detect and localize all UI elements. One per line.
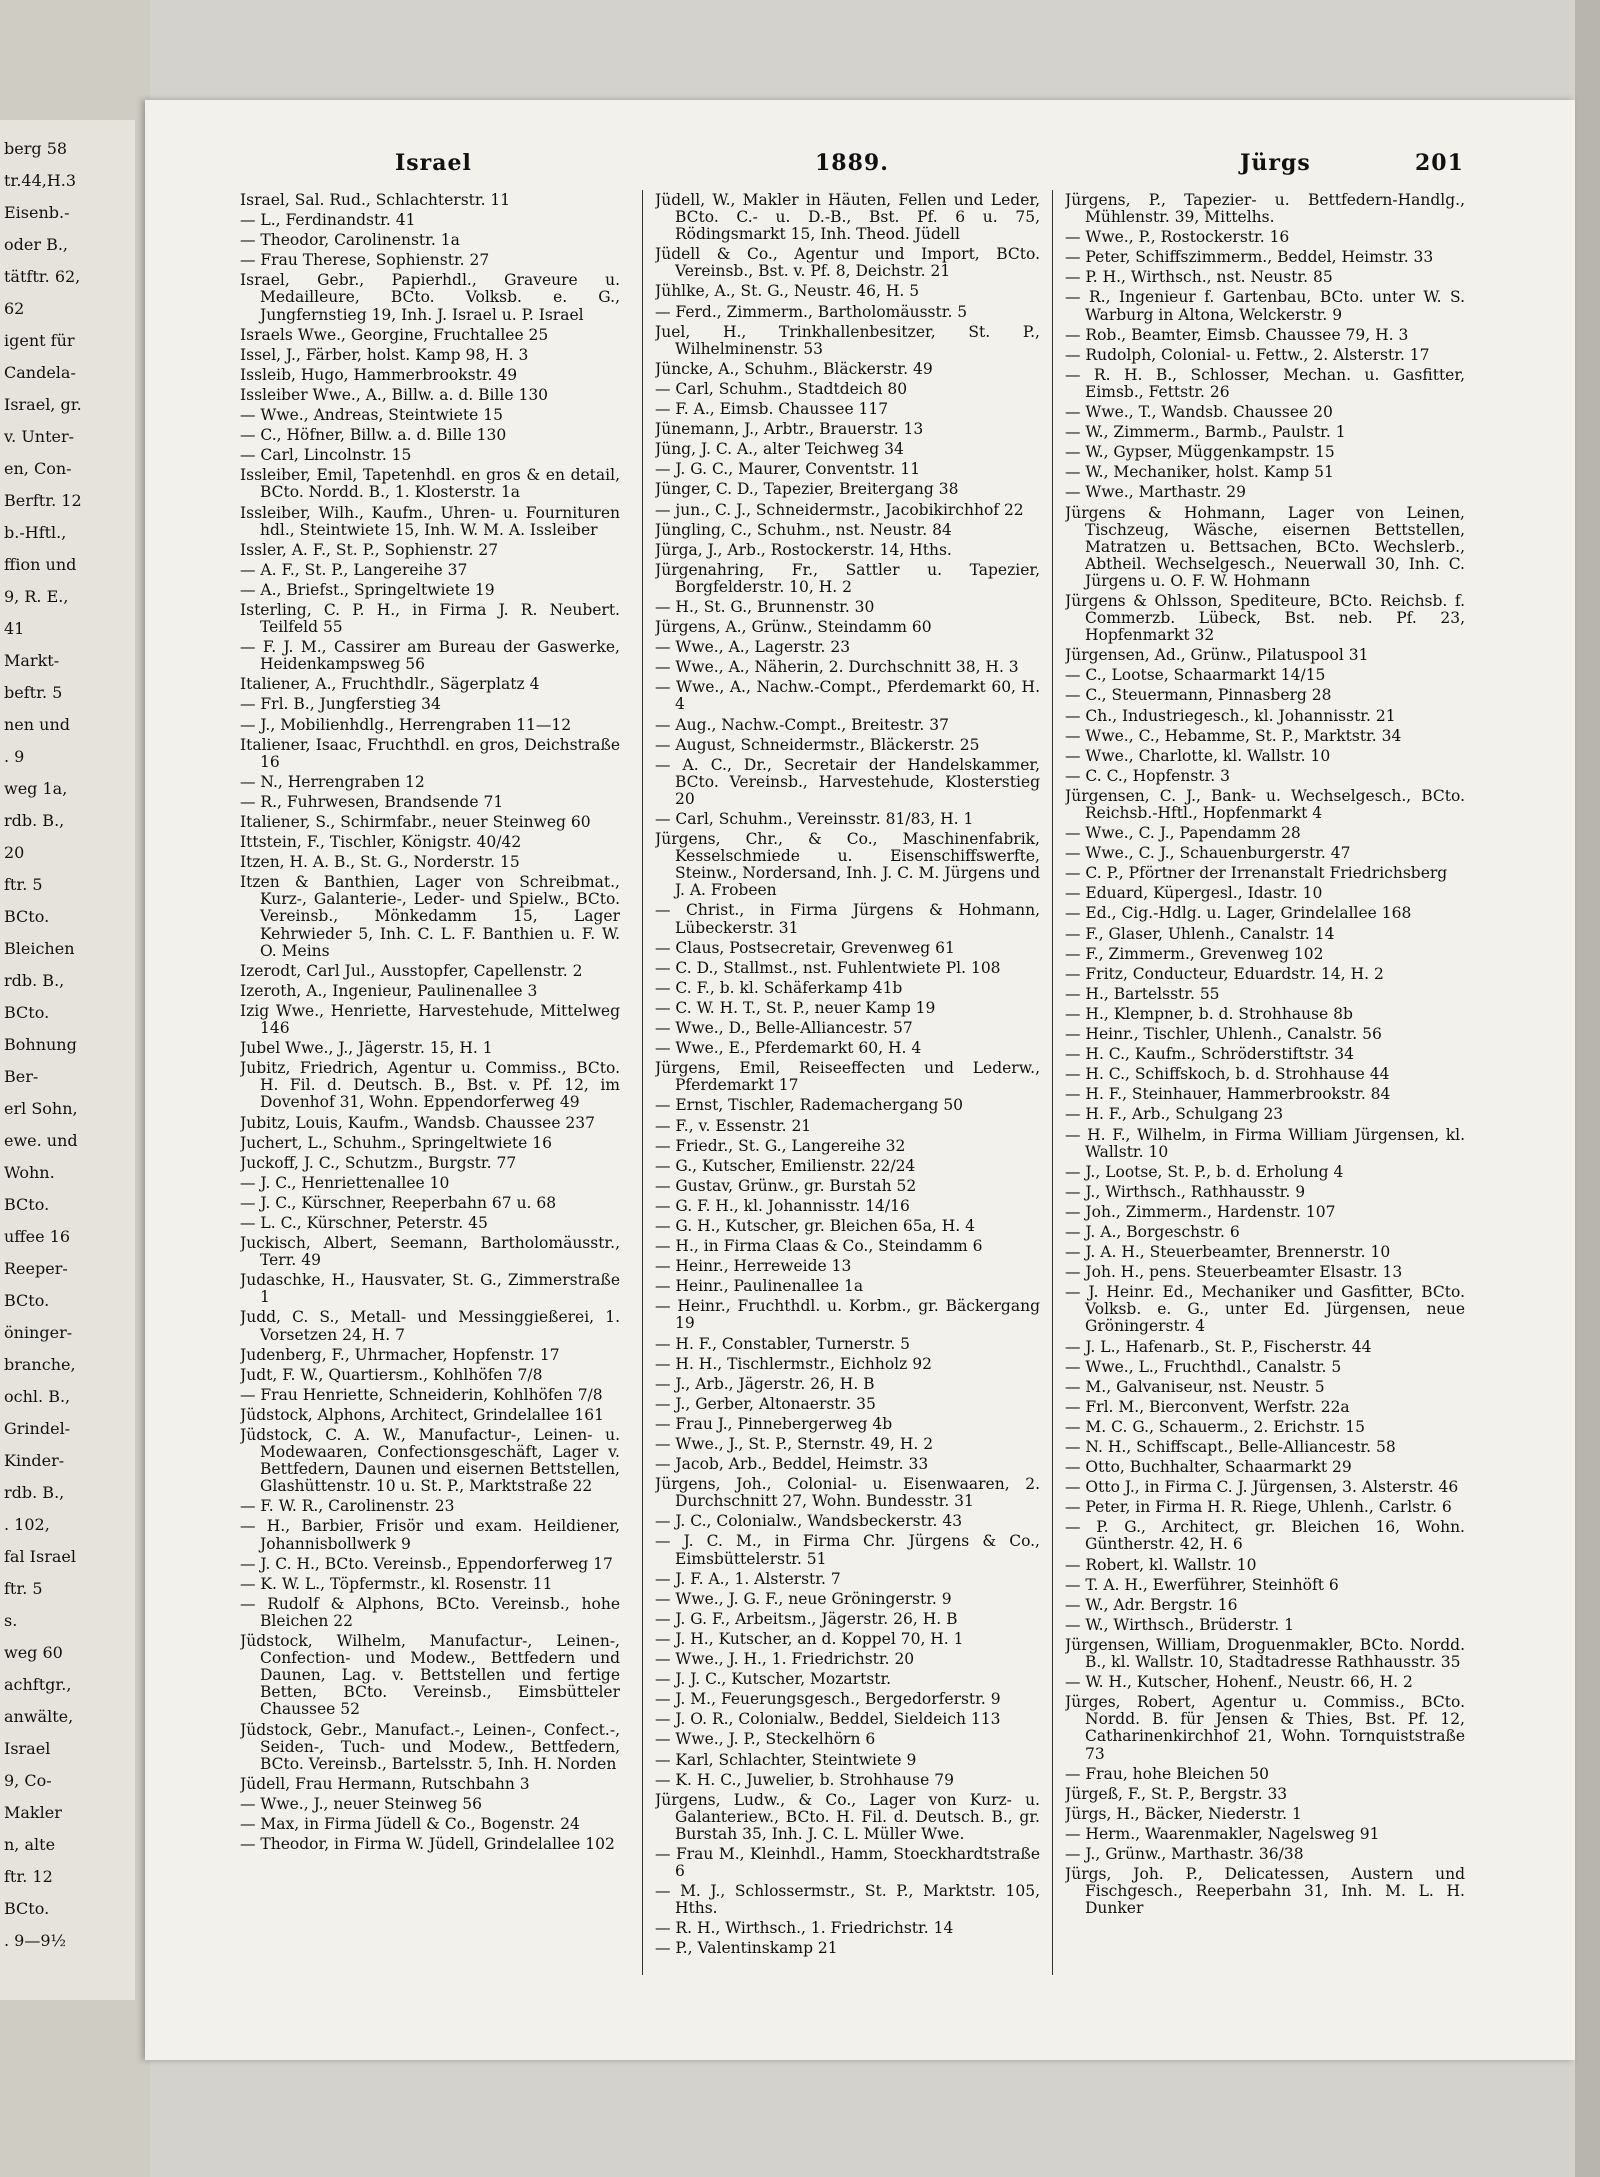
facing-page-text: b.-Hftl., xyxy=(4,523,67,542)
directory-entry: — C., Steuermann, Pinnasberg 28 xyxy=(1065,686,1332,705)
directory-entry: — Frl. B., Jungferstieg 34 xyxy=(240,695,441,714)
directory-entry: Jürgens, A., Grünw., Steindamm 60 xyxy=(655,618,932,637)
facing-page-text: Bohnung xyxy=(4,1035,77,1054)
directory-entry: — J. M., Feuerungsgesch., Bergedorferstr. 9 xyxy=(655,1690,1001,1709)
directory-entry: — J., Mobilienhdlg., Herrengraben 11—12 xyxy=(240,715,572,734)
directory-entry: Jürgs, Joh. P., Delicatessen, Austern und Fischgesch., Reeperbahn 31, Inh. M. L. H. Dunker xyxy=(1065,1865,1465,1918)
directory-entry: Jürga, J., Arb., Rostockerstr. 14, Hths. xyxy=(655,540,952,559)
directory-entry: — J. A. H., Steuerbeamter, Brennerstr. 10 xyxy=(1065,1243,1391,1262)
directory-entry: — H., in Firma Claas & Co., Steindamm 6 xyxy=(655,1237,983,1256)
directory-entry: Jürgens, Chr., & Co., Maschinenfabrik, Kesselschmiede u. Eisenschiffswerfte, Steinw., Nordersand, Inh. J. C. M. Jürgens und J. A. Frobeen xyxy=(655,830,1040,900)
directory-entry: — Ernst, Tischler, Rademachergang 50 xyxy=(655,1096,964,1115)
facing-page-text: fal Israel xyxy=(4,1547,76,1566)
facing-page-text: berg 58 xyxy=(4,139,68,158)
directory-entry: — Wwe., P., Rostockerstr. 16 xyxy=(1065,228,1290,247)
facing-page-text: BCto. xyxy=(4,1003,50,1022)
directory-entry: — J. L., Hafenarb., St. P., Fischerstr. 44 xyxy=(1065,1337,1372,1356)
directory-entry: — A., Briefst., Springeltwiete 19 xyxy=(240,580,495,599)
directory-entry: Judd, C. S., Metall- und Messinggießerei, 1. Vorsetzen 24, H. 7 xyxy=(240,1308,620,1344)
page-number: 201 xyxy=(1415,150,1464,176)
directory-entry: Issel, J., Färber, holst. Kamp 98, H. 3 xyxy=(240,345,529,364)
directory-entry: — Aug., Nachw.-Compt., Breitestr. 37 xyxy=(655,715,949,734)
directory-entry: Jürgensen, William, Droguenmakler, BCto. Nordd. B., kl. Wallstr. 10, Stadtadresse Rathhausstr. 35 xyxy=(1065,1635,1465,1672)
directory-entry: Jühlke, A., St. G., Neustr. 46, H. 5 xyxy=(655,282,920,301)
directory-entry: — N., Herrengraben 12 xyxy=(240,772,425,791)
facing-page-text: BCto. xyxy=(4,907,50,926)
directory-entry: Izerodt, Carl Jul., Ausstopfer, Capellenstr. 2 xyxy=(240,961,583,980)
facing-page-text: tätftr. 62, xyxy=(4,267,81,286)
directory-entry: — J. H., Kutscher, an d. Koppel 70, H. 1 xyxy=(655,1629,964,1648)
directory-entry: — F., Zimmerm., Grevenweg 102 xyxy=(1065,944,1324,963)
facing-page-text: rdb. B., xyxy=(4,811,65,830)
directory-entry: — F. W. R., Carolinenstr. 23 xyxy=(240,1497,455,1516)
facing-page-text: n, alte xyxy=(4,1835,56,1854)
directory-entry: — Christ., in Firma Jürgens & Hohmann, Lübeckerstr. 31 xyxy=(655,901,1040,937)
facing-page-text: beftr. 5 xyxy=(4,683,63,702)
directory-entry: — J. Heinr. Ed., Mechaniker und Gasfitter, BCto. Volksb. e. G., unter Ed. Jürgensen, neue Gröningerstr. 4 xyxy=(1065,1283,1465,1336)
directory-entry: — J., Arb., Jägerstr. 26, H. B xyxy=(655,1374,875,1393)
facing-page-text: v. Unter- xyxy=(4,427,75,446)
facing-page-text: Berftr. 12 xyxy=(4,491,82,510)
directory-entry: — Theodor, Carolinenstr. 1a xyxy=(240,231,460,250)
directory-entry: Juel, H., Trinkhallenbesitzer, St. P., Wilhelminenstr. 53 xyxy=(655,322,1040,358)
facing-page-text: weg 60 xyxy=(4,1643,63,1662)
directory-entry: — C., Lootse, Schaarmarkt 14/15 xyxy=(1065,666,1326,685)
facing-page-text: tr.44,H.3 xyxy=(4,171,77,190)
facing-page-text: . 9—9½ xyxy=(4,1931,67,1950)
directory-entry: — J. C. M., in Firma Chr. Jürgens & Co., Eimsbüttelerstr. 51 xyxy=(655,1532,1040,1568)
directory-entry: — Rob., Beamter, Eimsb. Chaussee 79, H. 3 xyxy=(1065,325,1409,344)
directory-entry: Jubitz, Louis, Kaufm., Wandsb. Chaussee 237 xyxy=(240,1113,596,1132)
directory-entry: — Max, in Firma Jüdell & Co., Bogenstr. 24 xyxy=(240,1814,580,1833)
column-3 xyxy=(1065,192,1465,1982)
directory-entry: — Heinr., Tischler, Uhlenh., Canalstr. 56 xyxy=(1065,1025,1382,1044)
directory-entry: — C. W. H. T., St. P., neuer Kamp 19 xyxy=(655,998,936,1017)
facing-page-text: Makler xyxy=(4,1803,62,1822)
directory-entry: — Wwe., J., St. P., Sternstr. 49, H. 2 xyxy=(655,1435,934,1453)
directory-entry: Jüdell & Co., Agentur und Import, BCto. Vereinsb., Bst. v. Pf. 8, Deichstr. 21 xyxy=(655,245,1040,281)
directory-entry: — H. F., Arb., Schulgang 23 xyxy=(1065,1105,1284,1124)
directory-entry: — Ferd., Zimmerm., Bartholomäusstr. 5 xyxy=(655,302,968,321)
facing-page-text: BCto. xyxy=(4,1899,50,1918)
directory-entry: — Carl, Schuhm., Stadtdeich 80 xyxy=(655,379,908,398)
column-rule xyxy=(1052,190,1053,1975)
directory-entry: — L. C., Kürschner, Peterstr. 45 xyxy=(240,1213,488,1232)
directory-entry: — Robert, kl. Wallstr. 10 xyxy=(1065,1555,1257,1574)
facing-page-text: 9, R. E., xyxy=(4,587,69,606)
directory-entry: — P. H., Wirthsch., nst. Neustr. 85 xyxy=(1065,268,1333,287)
directory-entry: Issler, A. F., St. P., Sophienstr. 27 xyxy=(240,540,499,559)
directory-entry: — J., Grünw., Marthastr. 36/38 xyxy=(1065,1844,1304,1863)
directory-entry: — Herm., Waarenmakler, Nagelsweg 91 xyxy=(1065,1824,1380,1843)
directory-entry: Jürgeß, F., St. P., Bergstr. 33 xyxy=(1065,1784,1288,1803)
directory-entry: Jünemann, J., Arbtr., Brauerstr. 13 xyxy=(655,420,924,439)
directory-entry: — Wwe., Charlotte, kl. Wallstr. 10 xyxy=(1065,746,1331,765)
directory-entry: Jüdstock, Alphons, Architect, Grindelallee 161 xyxy=(240,1405,604,1424)
directory-entry: — Ed., Cig.-Hdlg. u. Lager, Grindelallee 168 xyxy=(1065,904,1412,923)
column-rule xyxy=(642,190,643,1975)
facing-page-text: ftr. 12 xyxy=(4,1867,53,1886)
directory-entry: — J. J. C., Kutscher, Mozartstr. xyxy=(655,1670,892,1689)
directory-entry: — F. J. M., Cassirer am Bureau der Gaswerke, Heidenkampsweg 56 xyxy=(240,638,620,674)
column-2 xyxy=(655,192,1040,1982)
facing-page-text: Bleichen xyxy=(4,939,75,958)
directory-entry: Jüdstock, Gebr., Manufact.-, Leinen-, Confect.-, Seiden-, Tuch- und Modew., Bettfedern, BCto. Vereinsb., Bartelsstr. 5, Inh. H. Norden xyxy=(240,1720,620,1773)
facing-page-text: Israel xyxy=(4,1739,51,1758)
directory-entry: — M. J., Schlossermstr., St. P., Marktstr. 105, Hths. xyxy=(655,1882,1040,1918)
directory-entry: — J. F. A., 1. Alsterstr. 7 xyxy=(655,1569,841,1588)
directory-entry: — Claus, Postsecretair, Grevenweg 61 xyxy=(655,938,955,957)
facing-page-text: öninger- xyxy=(4,1323,73,1342)
directory-entry: — W., Mechaniker, holst. Kamp 51 xyxy=(1065,463,1334,482)
directory-entry: — F. A., Eimsb. Chaussee 117 xyxy=(655,400,889,419)
directory-entry: — Frau J., Pinnebergerweg 4b xyxy=(655,1414,893,1433)
facing-page-text: Israel, gr. xyxy=(4,395,82,414)
directory-entry: Israel, Gebr., Papierhdl., Graveure u. Medailleure, BCto. Volksb. e. G., Jungfernstieg 19, Inh. J. Israel u. P. Israel xyxy=(240,271,620,324)
facing-page-text: achftgr., xyxy=(4,1675,72,1694)
facing-page-text: nen und xyxy=(4,715,71,734)
directory-entry: — Ch., Industriegesch., kl. Johannisstr. 21 xyxy=(1065,706,1396,725)
directory-entry: Jürgens, Ludw., & Co., Lager von Kurz- u. Galanteriew., BCto. H. Fil. d. Deutsch. B., gr. Burstah 35, Inh. J. C. L. Müller Wwe. xyxy=(655,1790,1040,1843)
directory-entry: Jürgens & Hohmann, Lager von Leinen, Tischzeug, Wäsche, eisernen Bettstellen, Matratzen u. Bettsachen, BCto. Wechslerb., Abtheil. Wechselgesch., Neuerwall 30, Inh. C. Jürgens u. O. F. W. Hohmann xyxy=(1065,503,1465,590)
facing-page-text: Kinder- xyxy=(4,1451,65,1470)
directory-entry: — C. F., b. kl. Schäferkamp 41b xyxy=(655,978,903,997)
facing-page-text: BCto. xyxy=(4,1291,50,1310)
directory-entry: Jüdell, W., Makler in Häuten, Fellen und Leder, BCto. C.- u. D.-B., Bst. Pf. 6 u. 75, Rödingsmarkt 15, Inh. Theod. Jüdell xyxy=(655,192,1040,244)
directory-entry: — Carl, Lincolnstr. 15 xyxy=(240,446,412,465)
directory-entry: — Heinr., Paulinenallee 1a xyxy=(655,1277,864,1296)
facing-page-text: Candela- xyxy=(4,363,76,382)
directory-entry: — Heinr., Fruchthdl. u. Korbm., gr. Bäckergang 19 xyxy=(655,1297,1040,1333)
directory-entry: — Wwe., A., Lagerstr. 23 xyxy=(655,638,851,657)
facing-page-text: ffion und xyxy=(4,555,77,574)
directory-entry: Issleiber, Emil, Tapetenhdl. en gros & en detail, BCto. Nordd. B., 1. Klosterstr. 1a xyxy=(240,466,620,502)
directory-entry: — Frau, hohe Bleichen 50 xyxy=(1065,1764,1270,1783)
directory-entry: Juchert, L., Schuhm., Springeltwiete 16 xyxy=(240,1133,552,1152)
directory-entry: — J. C., Henriettenallee 10 xyxy=(240,1173,450,1192)
directory-entry: Jüncke, A., Schuhm., Bläckerstr. 49 xyxy=(655,359,933,378)
directory-entry: — Jacob, Arb., Beddel, Heimstr. 33 xyxy=(655,1455,929,1474)
facing-page-text: . 9 xyxy=(4,747,25,766)
directory-entry: Issleiber, Wilh., Kaufm., Uhren- u. Fournituren hdl., Steintwiete 15, Inh. W. M. A. Issleiber xyxy=(240,503,620,539)
directory-entry: — J. G. F., Arbeitsm., Jägerstr. 26, H. B xyxy=(655,1609,958,1628)
directory-entry: — Frau M., Kleinhdl., Hamm, Stoeckhardtstraße 6 xyxy=(655,1844,1040,1881)
directory-entry: — Otto, Buchhalter, Schaarmarkt 29 xyxy=(1065,1458,1352,1477)
directory-entry: Jürgens & Ohlsson, Spediteure, BCto. Reichsb. f. Commerzb. Lübeck, Bst. neb. Pf. 23, Hopfenmarkt 32 xyxy=(1065,591,1465,645)
directory-entry: Jüdstock, Wilhelm, Manufactur-, Leinen-, Confection- und Modew., Bettfedern und Daunen, Lag. v. Bettstellen und fertige Betten, BCto. Vereinsb., Eimsbütteler Chaussee 52 xyxy=(240,1632,620,1719)
directory-entry: — J. C., Kürschner, Reeperbahn 67 u. 68 xyxy=(240,1193,557,1212)
running-head xyxy=(145,150,1575,180)
directory-entry: — W., Zimmerm., Barmb., Paulstr. 1 xyxy=(1065,423,1346,442)
facing-page-text: . 102, xyxy=(4,1515,50,1534)
directory-entry: — J. C., Colonialw., Wandsbeckerstr. 43 xyxy=(655,1512,963,1531)
directory-entry: Isterling, C. P. H., in Firma J. R. Neubert. Teilfeld 55 xyxy=(240,600,620,637)
facing-page-text: Markt- xyxy=(4,651,60,670)
directory-entry: — Wwe., T., Wandsb. Chaussee 20 xyxy=(1065,403,1333,422)
directory-entry: — Rudolph, Colonial- u. Fettw., 2. Alsterstr. 17 xyxy=(1065,345,1430,364)
facing-page-text: rdb. B., xyxy=(4,1483,65,1502)
directory-entry: — Wwe., J. P., Steckelhörn 6 xyxy=(655,1730,876,1749)
facing-page-text: 20 xyxy=(4,843,25,862)
directory-entry: — Gustav, Grünw., gr. Burstah 52 xyxy=(655,1176,917,1195)
directory-page xyxy=(145,100,1575,2060)
directory-entry: Judenberg, F., Uhrmacher, Hopfenstr. 17 xyxy=(240,1345,560,1364)
directory-entry: Israel, Sal. Rud., Schlachterstr. 11 xyxy=(240,192,511,209)
directory-entry: — H. F., Constabler, Turnerstr. 5 xyxy=(655,1334,911,1353)
directory-entry: Jürgenahring, Fr., Sattler u. Tapezier, Borgfelderstr. 10, H. 2 xyxy=(655,560,1040,596)
directory-entry: — R. H. B., Schlosser, Mechan. u. Gasfitter, Eimsb., Fettstr. 26 xyxy=(1065,365,1465,401)
directory-entry: Jünger, C. D., Tapezier, Breitergang 38 xyxy=(655,480,959,499)
directory-entry: — H. H., Tischlermstr., Eichholz 92 xyxy=(655,1354,932,1373)
directory-entry: — H. F., Steinhauer, Hammerbrookstr. 84 xyxy=(1065,1085,1391,1104)
directory-entry: — W., Wirthsch., Brüderstr. 1 xyxy=(1065,1615,1294,1634)
facing-page-text: ftr. 5 xyxy=(4,1579,43,1598)
directory-entry: — G. H., Kutscher, gr. Bleichen 65a, H. 4 xyxy=(655,1216,975,1235)
directory-entry: — Peter, in Firma H. R. Riege, Uhlenh., Carlstr. 6 xyxy=(1065,1498,1452,1517)
directory-entry: — Wwe., J. H., 1. Friedrichstr. 20 xyxy=(655,1650,915,1669)
directory-entry: — W. H., Kutscher, Hohenf., Neustr. 66, H. 2 xyxy=(1065,1673,1413,1692)
directory-entry: — Wwe., A., Nachw.-Compt., Pferdemarkt 60, H. 4 xyxy=(655,678,1040,714)
directory-entry: — Frl. M., Bierconvent, Werfstr. 22a xyxy=(1065,1397,1350,1416)
directory-entry: — J., Gerber, Altonaerstr. 35 xyxy=(655,1394,876,1413)
header-left: Israel xyxy=(395,150,472,176)
facing-page-text: igent für xyxy=(4,331,75,350)
directory-entry: Jürgens, Emil, Reiseeffecten und Lederw., Pferdemarkt 17 xyxy=(655,1059,1040,1095)
directory-entry: — H., Bartelsstr. 55 xyxy=(1065,984,1220,1003)
directory-entry: Issleiber Wwe., A., Billw. a. d. Bille 130 xyxy=(240,385,549,404)
directory-entry: Juckoff, J. C., Schutzm., Burgstr. 77 xyxy=(240,1153,517,1172)
directory-entry: — Wwe., C. J., Papendamm 28 xyxy=(1065,824,1301,843)
facing-page-text: oder B., xyxy=(4,235,69,254)
directory-entry: — Frau Henriette, Schneiderin, Kohlhöfen 7/8 xyxy=(240,1385,603,1404)
directory-entry: — T. A. H., Ewerführer, Steinhöft 6 xyxy=(1065,1575,1339,1594)
directory-entry: — R., Ingenieur f. Gartenbau, BCto. unter W. S. Warburg in Altona, Welckerstr. 9 xyxy=(1065,288,1465,324)
header-right: Jürgs xyxy=(1240,150,1311,176)
header-year: 1889. xyxy=(815,150,889,176)
directory-entry: — L., Ferdinandstr. 41 xyxy=(240,211,416,230)
directory-entry: — H. C., Kaufm., Schröderstiftstr. 34 xyxy=(1065,1045,1355,1064)
directory-entry: — K. H. C., Juwelier, b. Strohhause 79 xyxy=(655,1770,954,1789)
directory-entry: — Wwe., Marthastr. 29 xyxy=(1065,483,1247,502)
directory-entry: — H. F., Wilhelm, in Firma William Jürgensen, kl. Wallstr. 10 xyxy=(1065,1125,1465,1161)
facing-page-text: Eisenb.- xyxy=(4,203,70,222)
directory-entry: Israels Wwe., Georgine, Fruchtallee 25 xyxy=(240,325,549,344)
directory-entry: Jubel Wwe., J., Jägerstr. 15, H. 1 xyxy=(240,1039,493,1058)
directory-entry: — C. P., Pförtner der Irrenanstalt Friedrichsberg xyxy=(1065,864,1448,883)
directory-entry: Ittstein, F., Tischler, Königstr. 40/42 xyxy=(240,833,522,852)
facing-page-text: en, Con- xyxy=(4,459,72,478)
directory-entry: — F., v. Essenstr. 21 xyxy=(655,1116,812,1135)
directory-entry: — Joh. H., pens. Steuerbeamter Elsastr. 13 xyxy=(1065,1263,1403,1282)
facing-page-text: branche, xyxy=(4,1355,76,1374)
directory-entry: — J. O. R., Colonialw., Beddel, Sieldeich 113 xyxy=(655,1710,1001,1729)
directory-entry: Judt, F. W., Quartiersm., Kohlhöfen 7/8 xyxy=(240,1365,543,1384)
directory-entry: — N. H., Schiffscapt., Belle-Alliancestr. 58 xyxy=(1065,1438,1396,1456)
facing-page-text: Grindel- xyxy=(4,1419,71,1438)
directory-entry: — P. G., Architect, gr. Bleichen 16, Wohn. Güntherstr. 42, H. 6 xyxy=(1065,1518,1465,1554)
directory-entry: Issleib, Hugo, Hammerbrookstr. 49 xyxy=(240,365,518,384)
directory-entry: — M., Galvaniseur, nst. Neustr. 5 xyxy=(1065,1377,1325,1396)
directory-entry: — Otto J., in Firma C. J. Jürgensen, 3. Alsterstr. 46 xyxy=(1065,1478,1459,1497)
directory-entry: Jürgensen, C. J., Bank- u. Wechselgesch., BCto. Reichsb.-Hftl., Hopfenmarkt 4 xyxy=(1065,786,1465,822)
directory-entry: — Carl, Schuhm., Vereinsstr. 81/83, H. 1 xyxy=(655,810,974,828)
directory-entry: Jüdell, Frau Hermann, Rutschbahn 3 xyxy=(240,1774,530,1793)
directory-entry: — Wwe., C., Hebamme, St. P., Marktstr. 34 xyxy=(1065,726,1402,745)
directory-entry: — H., Klempner, b. d. Strohhause 8b xyxy=(1065,1004,1353,1023)
directory-entry: — Heinr., Herreweide 13 xyxy=(655,1257,852,1276)
directory-entry: — K. W. L., Töpfermstr., kl. Rosenstr. 11 xyxy=(240,1574,553,1593)
facing-page-text: 62 xyxy=(4,299,25,318)
directory-entry: — C., Höfner, Billw. a. d. Bille 130 xyxy=(240,426,507,445)
facing-page-text: ftr. 5 xyxy=(4,875,43,894)
directory-entry: — Peter, Schiffszimmerm., Beddel, Heimstr. 33 xyxy=(1065,248,1434,267)
scan-background-right xyxy=(1575,0,1600,2177)
directory-entry: — F., Glaser, Uhlenh., Canalstr. 14 xyxy=(1065,924,1335,943)
directory-entry: Izig Wwe., Henriette, Harvestehude, Mittelweg 146 xyxy=(240,1001,620,1038)
directory-entry: — Friedr., St. G., Langereihe 32 xyxy=(655,1136,906,1155)
directory-entry: Jürgs, H., Bäcker, Niederstr. 1 xyxy=(1065,1804,1302,1823)
directory-entry: — G., Kutscher, Emilienstr. 22/24 xyxy=(655,1156,916,1175)
directory-entry: — Wwe., D., Belle-Alliancestr. 57 xyxy=(655,1019,913,1038)
directory-entry: — W., Gypser, Müggenkampstr. 15 xyxy=(1065,443,1335,462)
directory-entry: — H., Barbier, Frisör und exam. Heildiener, Johannisbollwerk 9 xyxy=(240,1517,620,1553)
directory-entry: Judaschke, H., Hausvater, St. G., Zimmerstraße 1 xyxy=(240,1271,620,1307)
directory-entry: — G. F. H., kl. Johannisstr. 14/16 xyxy=(655,1196,910,1215)
directory-entry: Jüdstock, C. A. W., Manufactur-, Leinen- u. Modewaaren, Confectionsgeschäft, Lager v. Bettfedern, Daunen und eisernen Bettstellen, Glashüttenstr. 10 u. St. P., Marktstraße 22 xyxy=(240,1426,620,1496)
directory-entry: — R. H., Wirthsch., 1. Friedrichstr. 14 xyxy=(655,1919,954,1938)
directory-entry: — J., Wirthsch., Rathhausstr. 9 xyxy=(1065,1182,1306,1201)
directory-entry: — R., Fuhrwesen, Brandsende 71 xyxy=(240,792,504,811)
directory-entry: — W., Adr. Bergstr. 16 xyxy=(1065,1595,1238,1614)
directory-entry: — M. C. G., Schauerm., 2. Erichstr. 15 xyxy=(1065,1417,1366,1436)
facing-page-text: 9, Co- xyxy=(4,1771,52,1790)
directory-entry: Jüngling, C., Schuhm., nst. Neustr. 84 xyxy=(655,520,952,539)
directory-entry: — Wwe., L., Fruchthdl., Canalstr. 5 xyxy=(1065,1357,1342,1376)
directory-entry: Jürges, Robert, Agentur u. Commiss., BCto. Nordd. B. für Jensen & Thies, Bst. Pf. 12, Catharinenkirchhof 21, Wohn. Tornquiststraße 73 xyxy=(1065,1693,1465,1763)
facing-page-text: s. xyxy=(4,1611,18,1630)
directory-entry: Jubitz, Friedrich, Agentur u. Commiss., BCto. H. Fil. d. Deutsch. B., Bst. v. Pf. 12, im Dovenhof 31, Wohn. Eppendorferweg 49 xyxy=(240,1059,620,1112)
facing-page-fragment xyxy=(0,120,135,2000)
directory-entry: — A. F., St. P., Langereihe 37 xyxy=(240,560,468,579)
directory-entry: Itzen & Banthien, Lager von Schreibmat., Kurz-, Galanterie-, Leder- und Spielw., BCto. Vereinsb., Mönkedamm 15, Lager Kehrwieder 5, Inh. C. L. F. Banthien u. F. W. O. Meins xyxy=(240,873,620,960)
directory-entry: — Wwe., J., neuer Steinweg 56 xyxy=(240,1794,482,1813)
directory-entry: — Wwe., J. G. F., neue Gröningerstr. 9 xyxy=(655,1589,952,1608)
directory-entry: Itzen, H. A. B., St. G., Norderstr. 15 xyxy=(240,853,520,872)
directory-entry: Jürgensen, Ad., Grünw., Pilatuspool 31 xyxy=(1065,646,1369,665)
facing-page-text: Ber- xyxy=(4,1067,39,1086)
directory-entry: — jun., C. J., Schneidermstr., Jacobikirchhof 22 xyxy=(655,500,1024,519)
facing-page-text: uffee 16 xyxy=(4,1227,71,1246)
directory-entry: — C. D., Stallmst., nst. Fuhlentwiete Pl. 108 xyxy=(655,958,1001,977)
directory-entry: — Fritz, Conducteur, Eduardstr. 14, H. 2 xyxy=(1065,964,1384,983)
directory-entry: — J., Lootse, St. P., b. d. Erholung 4 xyxy=(1065,1162,1344,1181)
facing-page-text: Wohn. xyxy=(4,1163,55,1182)
facing-page-text: BCto. xyxy=(4,1195,50,1214)
facing-page-text: anwälte, xyxy=(4,1707,74,1726)
directory-entry: Italiener, A., Fruchthdlr., Sägerplatz 4 xyxy=(240,675,540,694)
directory-entry: — Joh., Zimmerm., Hardenstr. 107 xyxy=(1065,1202,1336,1221)
directory-entry: Jürgens, Joh., Colonial- u. Eisenwaaren, 2. Durchschnitt 27, Wohn. Bundesstr. 31 xyxy=(655,1475,1040,1511)
directory-entry: — Wwe., C. J., Schauenburgerstr. 47 xyxy=(1065,844,1351,863)
directory-entry: Juckisch, Albert, Seemann, Bartholomäusstr., Terr. 49 xyxy=(240,1234,620,1270)
directory-entry: — Karl, Schlachter, Steintwiete 9 xyxy=(655,1750,917,1769)
facing-page-text: weg 1a, xyxy=(4,779,68,798)
directory-entry: — C. C., Hopfenstr. 3 xyxy=(1065,766,1230,785)
directory-entry: — P., Valentinskamp 21 xyxy=(655,1939,838,1958)
facing-page-text: erl Sohn, xyxy=(4,1099,78,1118)
directory-entry: — J. G. C., Maurer, Conventstr. 11 xyxy=(655,460,921,479)
facing-page-text: ewe. und xyxy=(4,1131,78,1150)
directory-entry: Italiener, Isaac, Fruchthdl. en gros, Deichstraße 16 xyxy=(240,735,620,771)
directory-entry: — H. C., Schiffskoch, b. d. Strohhause 44 xyxy=(1065,1065,1390,1084)
directory-entry: — Theodor, in Firma W. Jüdell, Grindelallee 102 xyxy=(240,1835,615,1854)
directory-entry: — H., St. G., Brunnenstr. 30 xyxy=(655,597,875,616)
facing-page-text: 41 xyxy=(4,619,25,638)
facing-page-text: rdb. B., xyxy=(4,971,65,990)
directory-entry: Jüng, J. C. A., alter Teichweg 34 xyxy=(655,440,904,459)
facing-page-text: Reeper- xyxy=(4,1259,68,1278)
directory-entry: — J. C. H., BCto. Vereinsb., Eppendorferweg 17 xyxy=(240,1554,613,1573)
directory-entry: Izeroth, A., Ingenieur, Paulinenallee 3 xyxy=(240,981,538,1000)
directory-entry: — Wwe., E., Pferdemarkt 60, H. 4 xyxy=(655,1039,922,1058)
directory-entry: — Frau Therese, Sophienstr. 27 xyxy=(240,251,490,270)
directory-entry: — Wwe., A., Näherin, 2. Durchschnitt 38, H. 3 xyxy=(655,658,1019,677)
directory-entry: — A. C., Dr., Secretair der Handelskammer, BCto. Vereinsb., Harvestehude, Klosterstieg 20 xyxy=(655,755,1040,808)
column-1 xyxy=(240,192,620,1982)
directory-entry: Italiener, S., Schirmfabr., neuer Steinweg 60 xyxy=(240,813,591,831)
directory-entry: — Eduard, Küpergesl., Idastr. 10 xyxy=(1065,884,1323,903)
directory-entry: — Wwe., Andreas, Steintwiete 15 xyxy=(240,406,503,425)
directory-entry: — J. A., Borgeschstr. 6 xyxy=(1065,1222,1240,1241)
facing-page-text: ochl. B., xyxy=(4,1387,71,1406)
directory-entry: — Rudolf & Alphons, BCto. Vereinsb., hohe Bleichen 22 xyxy=(240,1594,620,1630)
directory-entry: — August, Schneidermstr., Bläckerstr. 25 xyxy=(655,735,980,754)
directory-entry: Jürgens, P., Tapezier- u. Bettfedern-Handlg., Mühlenstr. 39, Mittelhs. xyxy=(1065,192,1465,227)
